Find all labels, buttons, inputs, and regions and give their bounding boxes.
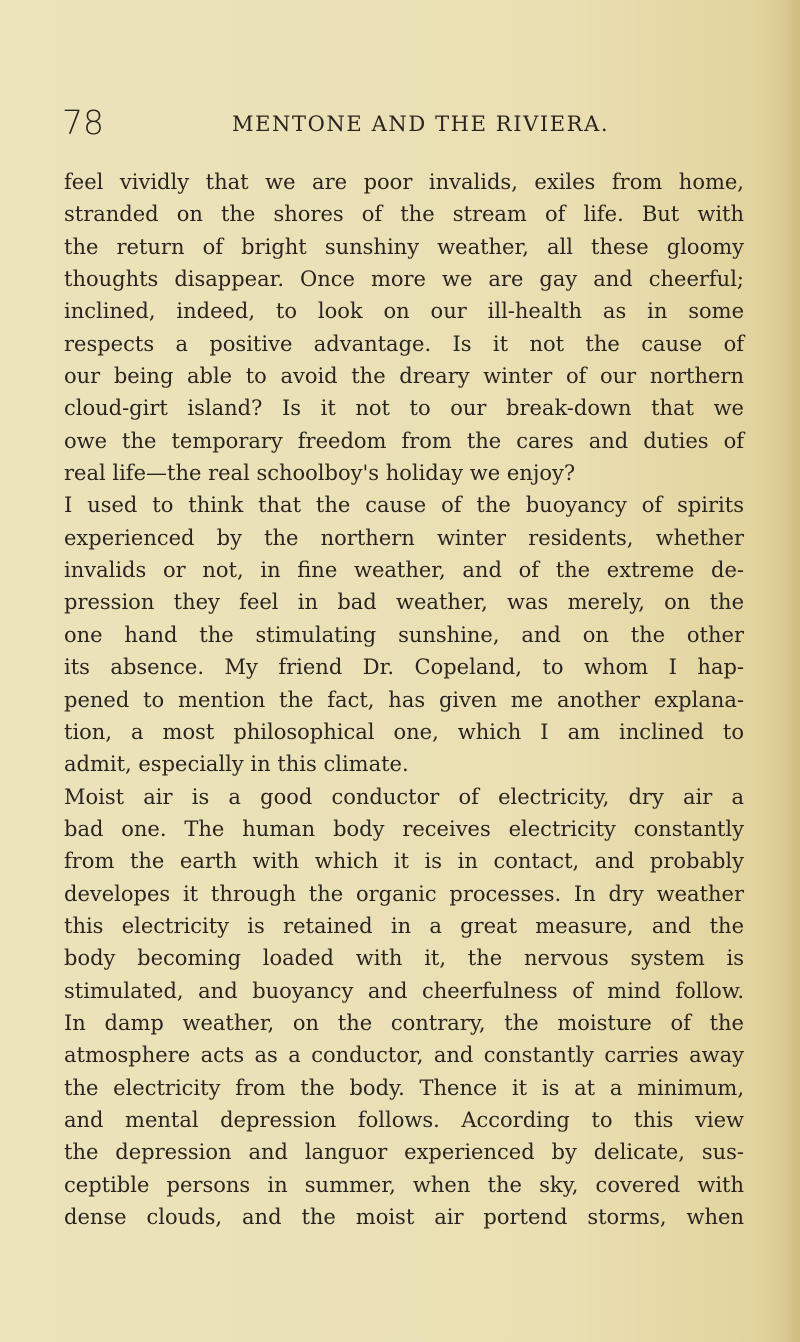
text-line: one hand the stimulating sunshine, and on the other bbox=[64, 622, 744, 647]
text-line: pression they feel in bad weather, was merely, on the bbox=[64, 590, 744, 615]
text-line: owe the temporary freedom from the cares and duties of bbox=[64, 428, 744, 453]
page-number: 78 bbox=[62, 103, 104, 142]
text-line: from the earth with which it is in contact, and probably bbox=[64, 849, 744, 874]
text-line: admit, especially in this climate. bbox=[64, 752, 409, 777]
text-line: cloud-girt island? Is it not to our break-down that we bbox=[64, 396, 744, 421]
text-line: experienced by the northern winter residents, whether bbox=[64, 525, 744, 550]
text-line: the return of bright sunshiny weather, all these gloomy bbox=[64, 234, 744, 259]
text-line: pened to mention the fact, has given me another explana- bbox=[64, 687, 744, 712]
text-line: this electricity is retained in a great measure, and the bbox=[64, 913, 744, 938]
text-line: In damp weather, on the contrary, the moisture of the bbox=[64, 1010, 744, 1035]
text-line: its absence. My friend Dr. Copeland, to whom I hap- bbox=[64, 655, 744, 680]
text-line: thoughts disappear. Once more we are gay and cheerful; bbox=[64, 267, 744, 292]
text-line: stimulated, and buoyancy and cheerfulness of mind follow. bbox=[64, 978, 744, 1003]
text-line: dense clouds, and the moist air portend storms, when bbox=[64, 1205, 744, 1229]
text-line: and mental depression follows. According to this view bbox=[64, 1107, 744, 1132]
text-line: respects a positive advantage. Is it not the cause of bbox=[64, 331, 744, 356]
text-line: tion, a most philosophical one, which I am inclined to bbox=[64, 719, 744, 744]
text-line: the electricity from the body. Thence it is at a minimum, bbox=[64, 1075, 744, 1100]
running-head: MENTONE AND THE RIVIERA. bbox=[232, 112, 610, 136]
text-line: feel vividly that we are poor invalids, exiles from home, bbox=[64, 170, 744, 194]
text-line: inclined, indeed, to look on our ill-health as in some bbox=[64, 299, 744, 324]
text-line: the depression and languor experienced by delicate, sus- bbox=[64, 1140, 744, 1165]
text-line: atmosphere acts as a conductor, and constantly carries away bbox=[64, 1043, 744, 1068]
text-line: ceptible persons in summer, when the sky, covered with bbox=[64, 1172, 744, 1197]
text-line: bad one. The human body receives electricity constantly bbox=[64, 816, 744, 841]
text-line: real life—the real schoolboy's holiday we enjoy? bbox=[64, 461, 576, 486]
page-edge-shadow bbox=[782, 0, 800, 1342]
body-text bbox=[64, 166, 744, 1233]
text-line: stranded on the shores of the stream of life. But with bbox=[64, 202, 744, 227]
text-line: I used to think that the cause of the buoyancy of spirits bbox=[64, 493, 744, 518]
text-line: Moist air is a good conductor of electricity, dry air a bbox=[64, 784, 744, 809]
text-line: our being able to avoid the dreary winter of our northern bbox=[64, 364, 744, 389]
text-line: developes it through the organic processes. In dry weather bbox=[64, 881, 744, 906]
text-line: body becoming loaded with it, the nervous system is bbox=[64, 946, 744, 971]
text-line: invalids or not, in fine weather, and of the extreme de- bbox=[64, 558, 744, 583]
page-header bbox=[62, 103, 762, 143]
